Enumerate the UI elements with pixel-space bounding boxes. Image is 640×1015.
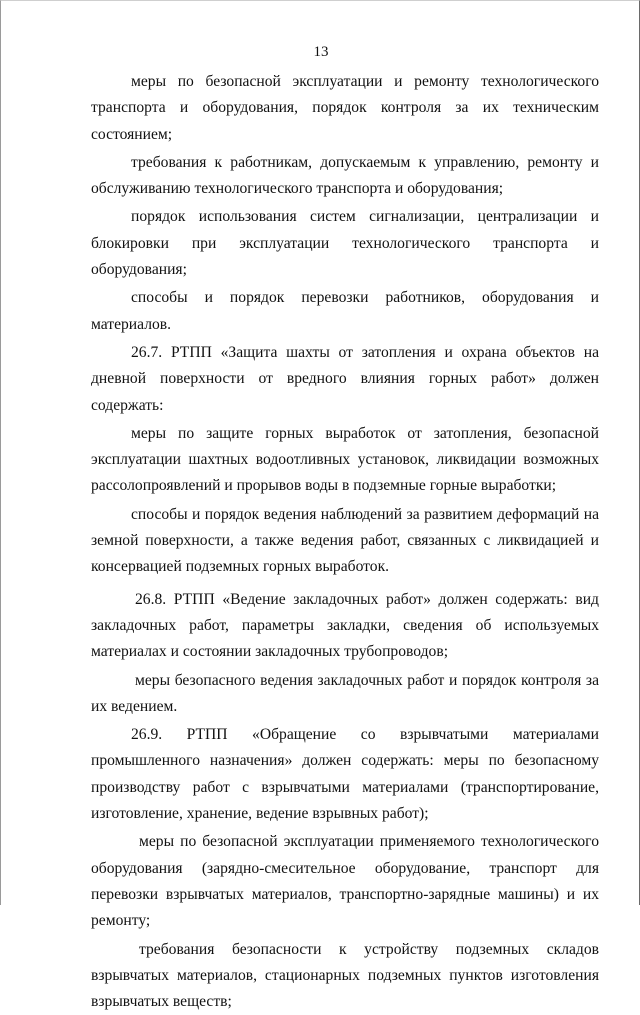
- paragraph: требования безопасности к устройству подземных складов взрывчатых материалов, стационарных подземных пунктов изготовления взрывчатых веществ;: [91, 937, 599, 1015]
- paragraph: меры по безопасной эксплуатации применяемого технологического оборудования (зарядно-смесительное оборудование, транспорт для перевозки взрывчатых материалов, транспортно-зарядные машины) и их ремонту;: [91, 829, 599, 934]
- document-body: [91, 69, 599, 1015]
- page-number: 13: [1, 42, 640, 62]
- paragraph: требования к работникам, допускаемым к управлению, ремонту и обслуживанию технологического транспорта и оборудования;: [91, 150, 599, 203]
- section-paragraph: 26.8. РТПП «Ведение закладочных работ» должен содержать: вид закладочных работ, параметры закладки, сведения об используемых материалах и состоянии закладочных трубопроводов;: [91, 587, 599, 666]
- paragraph: способы и порядок ведения наблюдений за развитием деформаций на земной поверхности, а также ведения работ, связанных с ликвидацией и консервацией подземных горных выработок.: [91, 502, 599, 581]
- section-paragraph: 26.7. РТПП «Защита шахты от затопления и охрана объектов на дневной поверхности от вредного влияния горных работ» должен содержать:: [91, 340, 599, 419]
- paragraph: меры безопасного ведения закладочных работ и порядок контроля за их ведением.: [91, 668, 599, 721]
- paragraph: способы и порядок перевозки работников, оборудования и материалов.: [91, 285, 599, 338]
- paragraph: меры по защите горных выработок от затопления, безопасной эксплуатации шахтных водоотливных установок, ликвидации возможных рассолопроявлений и прорывов воды в подземные горные выработки;: [91, 421, 599, 500]
- paragraph: меры по безопасной эксплуатации и ремонту технологического транспорта и оборудования, порядок контроля за их техническим состоянием;: [91, 69, 599, 148]
- section-paragraph: 26.9. РТПП «Обращение со взрывчатыми материалами промышленного назначения» должен содержать: меры по безопасному производству работ с взрывчатыми материалами (транспортирование, изготовление, хранение, ведение взрывных работ);: [91, 722, 599, 827]
- paragraph: порядок использования систем сигнализации, централизации и блокировки при эксплуатации технологического транспорта и оборудования;: [91, 204, 599, 283]
